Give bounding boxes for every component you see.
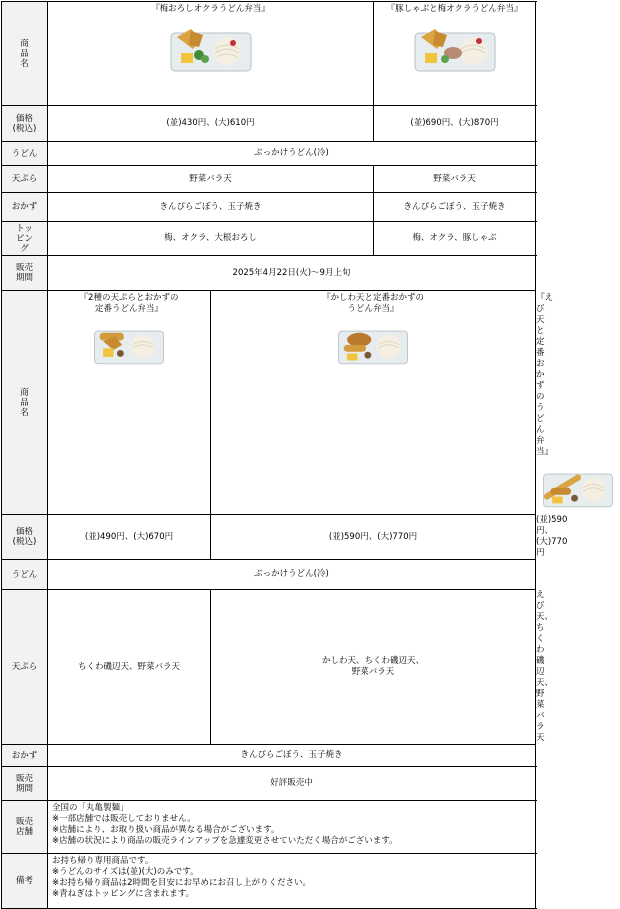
label-udon: うどん bbox=[2, 560, 48, 590]
price-cell: (並)430円、(大)610円 bbox=[48, 106, 374, 142]
tempura-line2: 野菜バラ天 bbox=[351, 667, 395, 677]
bottom-product-row: 商品名 『2種の天ぷらとおかずの 定番うどん弁当』 『かしわ天と定番おかずの うどん弁当』 『えび天と定番おかずの うどん弁当』 bbox=[2, 291, 536, 515]
stores-line: ※一部店舗では販売しておりません。 bbox=[52, 814, 196, 824]
bottom-udon-row bbox=[2, 560, 536, 590]
bottom-okazu-row bbox=[2, 745, 536, 767]
label-stores bbox=[2, 801, 48, 854]
label-tempura: 天ぷら bbox=[2, 590, 48, 745]
price-cell: (並)590円、(大)770円 bbox=[211, 515, 536, 560]
bento-image bbox=[409, 19, 501, 77]
top-okazu-row bbox=[2, 193, 536, 222]
udon-cell: ぶっかけうどん(冷) bbox=[48, 142, 536, 166]
period-cell: 好評販売中 bbox=[48, 767, 536, 801]
okazu-cell: きんぴらごぼう、玉子焼き bbox=[48, 193, 374, 222]
tempura-cell: 野菜バラ天 bbox=[374, 166, 536, 193]
label-topping bbox=[2, 222, 48, 256]
price-cell: (並)690円、(大)870円 bbox=[374, 106, 536, 142]
label-period bbox=[2, 256, 48, 291]
bento-image bbox=[87, 319, 171, 369]
tempura-cell: 野菜バラ天 bbox=[48, 166, 374, 193]
label-text: 販売店舗 bbox=[15, 817, 33, 837]
label-price bbox=[2, 515, 48, 560]
product-name-line1: 『かしわ天と定番おかずの bbox=[321, 293, 424, 303]
top-price-row bbox=[2, 106, 536, 142]
label-text: 商品名 bbox=[20, 38, 29, 69]
topping-cell: 梅、オクラ、豚しゃぶ bbox=[374, 222, 536, 256]
notes-row bbox=[2, 854, 536, 909]
label-okazu: おかず bbox=[2, 193, 48, 222]
label-text: 価格(税込) bbox=[12, 113, 37, 134]
label-tempura: 天ぷら bbox=[2, 166, 48, 193]
label-text: 販売期間 bbox=[15, 773, 33, 794]
top-tempura-row bbox=[2, 166, 536, 193]
product-name-line2: うどん弁当』 bbox=[347, 304, 399, 314]
stores-line: ※店舗の状況により商品の販売ラインアップを急遽変更させていただく場合がございます。 bbox=[52, 836, 398, 846]
top-udon-row bbox=[2, 142, 536, 166]
bottom-period-row bbox=[2, 767, 536, 801]
label-product bbox=[2, 291, 48, 515]
product-cell bbox=[374, 2, 536, 106]
stores-row bbox=[2, 801, 536, 854]
product-cell bbox=[211, 291, 536, 515]
label-udon: うどん bbox=[2, 142, 48, 166]
price-cell: (並)490円、(大)670円 bbox=[48, 515, 211, 560]
top-product-row bbox=[2, 2, 536, 106]
notes-line: お持ち帰り専用商品です。 bbox=[52, 856, 154, 866]
top-topping-row bbox=[2, 222, 536, 256]
stores-line: ※店舗により、お取り扱い商品が異なる場合がございます。 bbox=[52, 825, 280, 835]
product-name-line2: 定番うどん弁当』 bbox=[94, 304, 163, 314]
notes-line: ※お持ち帰り商品は2時間を目安にお早めにお召し上がりください。 bbox=[52, 878, 312, 888]
product-cell bbox=[48, 2, 374, 106]
product-table bbox=[1, 1, 568, 909]
product-table-sheet bbox=[1, 1, 568, 899]
label-price bbox=[2, 106, 48, 142]
notes-cell bbox=[48, 854, 536, 909]
notes-line: ※うどんのサイズは(並)(大)のみです。 bbox=[52, 867, 199, 877]
topping-cell: 梅、オクラ、大根おろし bbox=[48, 222, 374, 256]
product-cell bbox=[48, 291, 211, 515]
label-okazu: おかず bbox=[2, 745, 48, 767]
bento-image bbox=[331, 319, 415, 369]
tempura-line1: かしわ天、ちくわ磯辺天、 bbox=[321, 656, 424, 666]
stores-cell bbox=[48, 801, 536, 854]
bento-image bbox=[165, 19, 257, 77]
top-period-row bbox=[2, 256, 536, 291]
label-text: 販売期間 bbox=[15, 263, 33, 283]
okazu-cell: きんぴらごぼう、玉子焼き bbox=[48, 745, 536, 767]
tempura-line1: ちくわ磯辺天、野菜バラ天 bbox=[77, 661, 180, 672]
bottom-price-row: 価格(税込) (並)490円、(大)670円 (並)590円、(大)770円 (並)590円、(大)770円 bbox=[2, 515, 536, 560]
label-notes: 備考 bbox=[2, 854, 48, 909]
okazu-cell: きんぴらごぼう、玉子焼き bbox=[374, 193, 536, 222]
notes-line: ※青ねぎはトッピングに含まれます。 bbox=[52, 889, 195, 899]
label-period bbox=[2, 767, 48, 801]
tempura-cell bbox=[48, 590, 211, 745]
bottom-tempura-row: 天ぷら ちくわ磯辺天、野菜バラ天 かしわ天、ちくわ磯辺天、 野菜バラ天 えび天、ちくわ磯辺天、 野菜バラ天 bbox=[2, 590, 536, 745]
label-text: トッピング bbox=[15, 223, 33, 254]
period-cell: 2025年4月22日(火)～9月上旬 bbox=[48, 256, 536, 291]
label-product bbox=[2, 2, 48, 106]
bento-image bbox=[536, 462, 620, 512]
stores-line: 全国の「丸亀製麺」 bbox=[52, 803, 129, 813]
tempura-cell bbox=[211, 590, 536, 745]
product-name: 『梅おろしオクラうどん弁当』 bbox=[151, 4, 270, 14]
label-text: 価格(税込) bbox=[12, 527, 37, 547]
label-text: 商品名 bbox=[20, 387, 29, 418]
product-name-line1: 『2種の天ぷらとおかずの bbox=[79, 293, 179, 303]
product-name: 『豚しゃぶと梅オクラうどん弁当』 bbox=[386, 4, 523, 14]
udon-cell: ぶっかけうどん(冷) bbox=[48, 560, 536, 590]
